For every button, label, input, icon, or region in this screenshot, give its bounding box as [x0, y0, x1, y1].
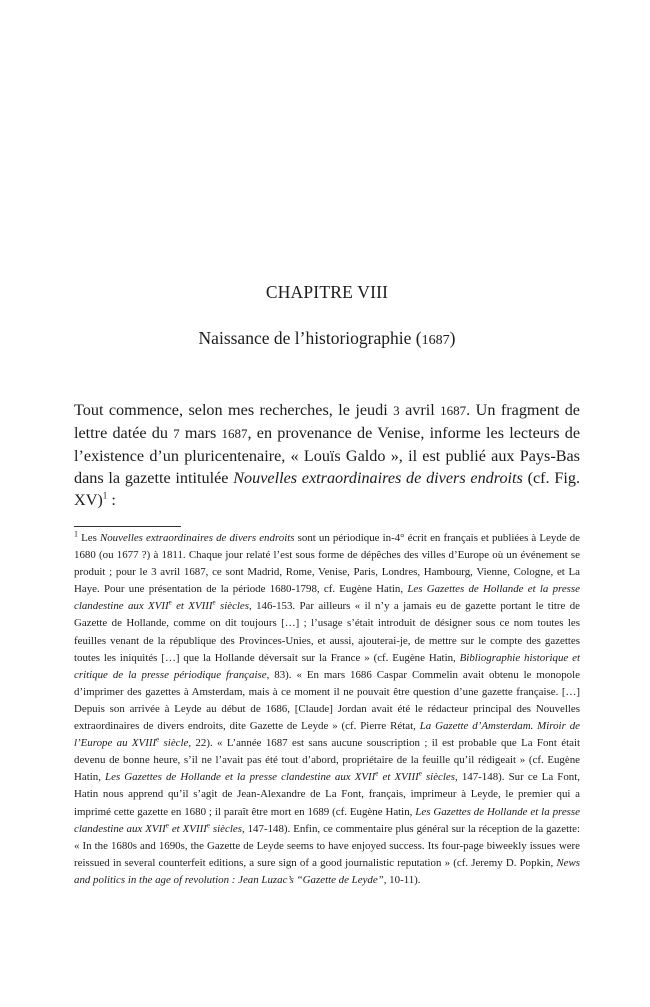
- footnote-text-8: , 10-11).: [383, 873, 421, 886]
- footnote-italic-9: et XVIII: [378, 771, 419, 784]
- footnote-sup-5: e: [418, 769, 422, 778]
- body-paragraph: [74, 399, 580, 511]
- body-text-4: mars: [179, 424, 222, 442]
- footnote-text-1: Les: [78, 532, 100, 544]
- footnote-italic-2: Les Gazettes de Hollande et la presse clandestine aux XVII: [74, 583, 580, 613]
- footnote-italic-1: Nouvelles extraordinaires de divers endroits: [99, 532, 295, 544]
- footnote-italic-5: Bibliographie historique et critique de la presse périodique française: [74, 651, 580, 681]
- footnote-sup-1: e: [168, 598, 172, 607]
- footnote-italic-11: Les Gazettes de Hollande et la presse clandestine aux XVII: [74, 805, 580, 835]
- footnote-italic-8: Les Gazettes de Hollande et la presse clandestine aux XVII: [105, 771, 376, 784]
- body-text-5: , en provenance de Venise, informe les lecteurs de l’existence d’un pluricentenaire, « Louïs Galdo », il est publié aux Pays-Bas dans la gazette intitulée: [74, 424, 581, 487]
- body-text-7: :: [107, 491, 116, 509]
- footnote-italic-14: News and politics in the age of revolution : Jean Luzac’s “Gazette de Leyde”: [74, 856, 580, 886]
- footnote-italic-12: et XVIII: [168, 822, 207, 835]
- footnote: [74, 530, 580, 889]
- footnote-sup-3: e: [156, 735, 160, 744]
- body-number-4: 1687: [221, 426, 248, 441]
- footnote-sup-4: e: [375, 769, 379, 778]
- footnote-italic-10: siècles: [421, 771, 455, 784]
- footnote-text-7: , 147-148). Enfin, ce commentaire plus général sur la réception de la gazette: « In the 1680s and 1690s, the Gazette de Leyde seems to have enjoyed success. Its four-page biweekly issues were reissued in several counterfeit editions, a sure sign of a good journalistic reputation » (cf. Jeremy D. Popkin,: [74, 822, 580, 869]
- body-italic-title: Nouvelles extraordinaires de divers endroits: [233, 469, 523, 487]
- footnote-italic-3: et XVIII: [171, 600, 213, 613]
- footnote-sup-2: e: [212, 598, 216, 607]
- body-number-3: 7: [173, 426, 180, 441]
- body-number-2: 1687: [440, 403, 467, 418]
- footnote-sup-6: e: [165, 820, 169, 829]
- footnote-text-6: , 147-148). Sur ce La Font, Hatin nous apprend qu’il s’agit de Jean-Alexandre de La Font, français, imprimeur à Leyde, le premier qui a imprimé cette gazette en 1680 ; il paraît être mort en 1689 (cf. Eugène Hatin,: [74, 771, 580, 818]
- chapter-label: CHAPITRE VIII: [265, 282, 389, 302]
- footnote-italic-6: La Gazette d’Amsterdam. Miroir de l’Europe au XVIII: [74, 720, 580, 750]
- chapter-title-year: 1687: [421, 333, 450, 348]
- footnote-text-5: , 22). « L’année 1687 est sans aucune souscription ; il est probable que La Font était devenu de bonne heure, s’il ne l’avait pas été tout d’abord, propriétaire de la feuille qu’il rédigeait » (cf. Eugène Hatin,: [74, 737, 580, 784]
- footnote-reference[interactable]: 1: [102, 490, 108, 501]
- body-text-1: Tout commence, selon mes recherches, le jeudi: [74, 401, 394, 419]
- body-number-1: 3: [393, 403, 400, 418]
- chapter-title-text: Naissance de l’historiographie (: [198, 328, 422, 348]
- footnote-text-2: sont un périodique in-4° écrit en français et publiées à Leyde de 1680 (ou 1677 ?) à 1811. Chaque jour relaté l’est sous forme de dépêches des villes d’Europe où un événement se produit ; pour le 3 avril 1687, ce sont Madrid, Rome, Venise, Paris, Londres, Hambourg, Vienne, Cologne, et La Haye. Pour une présentation de la période 1680-1798, cf. Eugène Hatin,: [74, 532, 580, 596]
- footnote-sup-7: e: [206, 820, 210, 829]
- body-text-3: . Un fragment de lettre datée du: [74, 401, 580, 442]
- footnote-number: 1: [74, 529, 78, 539]
- footnote-italic-7: siècle: [159, 737, 189, 750]
- chapter-title-close: ): [449, 328, 456, 348]
- footnote-text-3: , 146-153. Par ailleurs « il n’y a jamais eu de gazette portant le titre de Gazette de Hollande, comme on dit toujours […] ; l’usage s’était introduit de désigner sous ce nom toutes les feuilles venant de la république des Provinces-Unies, et aussi, ajouterai-je, de mettre sur le compte des gazettes toutes les iniquités […] que la Hollande déversait sur la France » (cf. Eugène Hatin,: [74, 600, 580, 664]
- chapter-title: [74, 328, 580, 349]
- body-text-6: (cf. Fig. XV): [74, 469, 580, 509]
- footnote-text-4: , 83). « En mars 1686 Caspar Commelin avait obtenu le monopole d’imprimer des gazettes à Amsterdam, mais à ce moment il ne pouvait être question d’une gazette française. […] Depuis son arrivée à Leyde au début de 1686, [Claude] Jordan avait été le rédacteur principal des Nouvelles extraordinaires de divers endroits, dite Gazette de Leyde » (cf. Pierre Rétat,: [74, 668, 580, 733]
- footnote-separator: [74, 526, 181, 527]
- body-text-2: avril: [399, 401, 441, 419]
- footnote-italic-4: siècles: [215, 600, 250, 613]
- footnote-italic-13: siècles: [209, 822, 242, 835]
